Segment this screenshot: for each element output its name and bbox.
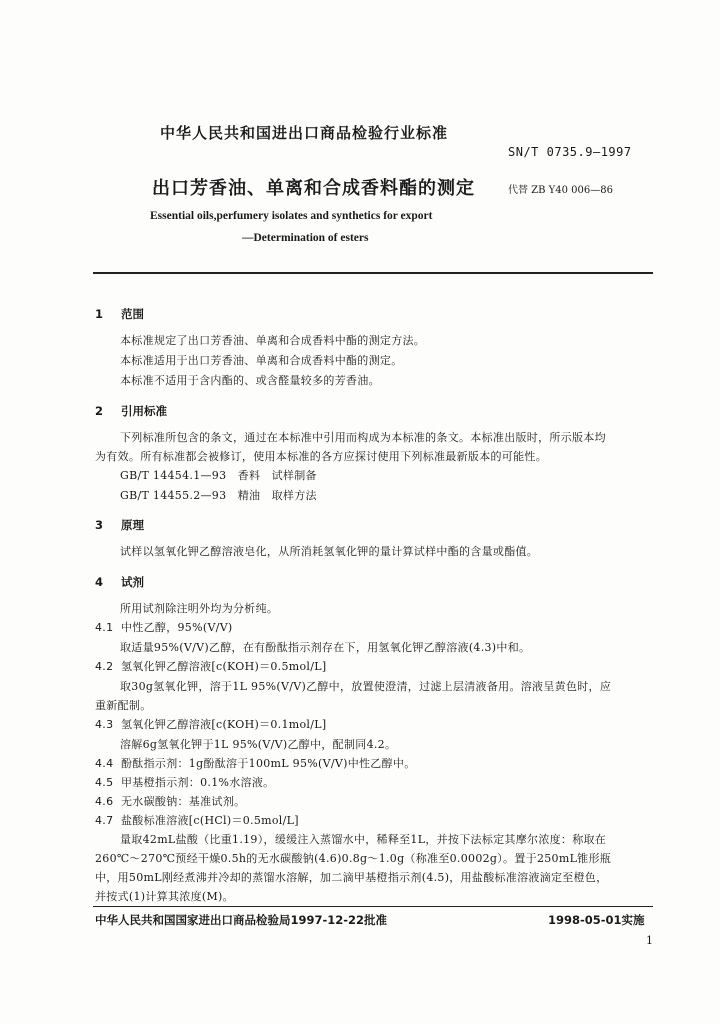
- reference-gb-14455: GB/T 14455.2—93 精油 取样方法: [120, 489, 317, 502]
- section-1-heading: [95, 306, 144, 322]
- standard-number: SN/T 0735.9—1997: [508, 145, 632, 159]
- document-title-cn: 出口芳香油、单离和合成香料酯的测定: [152, 178, 475, 199]
- reagent-text: 中性乙醇，95%(V/V): [121, 621, 233, 634]
- section-2-title: 引用标准: [121, 404, 167, 418]
- page-number: 1: [646, 934, 653, 947]
- reagent-text: 氢氧化钾乙醇溶液[c(KOH)＝0.1mol/L]: [121, 718, 327, 731]
- reagent-item: [95, 755, 416, 771]
- reagent-number: 4.5: [95, 776, 114, 789]
- reagent-text: 甲基橙指示剂：0.1%水溶液。: [121, 776, 275, 789]
- section-2-number: 2: [95, 404, 104, 418]
- approval-line: 中华人民共和国国家进出口商品检验局1997-12-22批准: [95, 913, 388, 927]
- reagent-text: 氢氧化钾乙醇溶液[c(KOH)＝0.5mol/L]: [121, 660, 327, 673]
- reagent-detail: 取适量95%(V/V)乙醇，在有酚酞指示剂存在下，用氢氧化钾乙醇溶液(4.3)中和。: [120, 641, 531, 654]
- reagent-number: 4.3: [95, 718, 114, 731]
- issuing-agency: 中华人民共和国进出口商品检验行业标准: [160, 124, 449, 142]
- section-4-intro: 所用试剂除注明外均为分析纯。: [120, 602, 279, 615]
- document-title-en-line2: —Determination of esters: [242, 232, 369, 244]
- reagent-detail: 中，用50mL刚经煮沸并冷却的蒸馏水溶解，加二滴甲基橙指示剂(4.5)，用盐酸标准溶液滴定至橙色，: [95, 871, 608, 884]
- reagent-number: 4.1: [95, 621, 114, 634]
- reagent-detail: 溶解6g氢氧化钾于1L 95%(V/V)乙醇中，配制同4.2。: [120, 738, 397, 751]
- reagent-text: 无水碳酸钠：基准试剂。: [121, 795, 246, 808]
- section-4-title: 试剂: [121, 575, 144, 589]
- effective-date: 1998-05-01实施: [548, 913, 645, 927]
- section-1-line: 本标准规定了出口芳香油、单离和合成香料中酯的测定方法。: [120, 334, 426, 347]
- reagent-detail: 并按式(1)计算其浓度(M)。: [95, 890, 234, 903]
- replaces-note: 代替 ZB Y40 006—86: [508, 185, 613, 196]
- reagent-detail: 260℃～270℃预经干燥0.5h的无水碳酸钠(4.6)0.8g～1.0g（称准至0.0002g）。置于250mL锥形瓶: [95, 852, 612, 865]
- section-2-line: 下列标准所包含的条文，通过在本标准中引用而构成为本标准的条文。本标准出版时，所示版本均: [120, 431, 606, 444]
- reagent-number: 4.6: [95, 795, 114, 808]
- reagent-item: [95, 793, 245, 809]
- reagent-detail: 取30g氢氧化钾，溶于1L 95%(V/V)乙醇中，放置使澄清，过滤上层清液备用。溶液呈黄色时，应: [120, 680, 612, 693]
- reagent-item: [95, 812, 299, 828]
- section-3-line: 试样以氢氧化钾乙醇溶液皂化，从所消耗氢氧化钾的量计算试样中酯的含量或酯值。: [120, 545, 539, 558]
- reagent-text: 盐酸标准溶液[c(HCl)＝0.5mol/L]: [121, 814, 299, 827]
- reagent-text: 酚酞指示剂：1g酚酞溶于100mL 95%(V/V)中性乙醇中。: [121, 757, 416, 770]
- section-3-heading: [95, 517, 144, 533]
- reagent-detail: 重新配制。: [95, 699, 152, 712]
- section-4-number: 4: [95, 575, 104, 589]
- footer-rule: [93, 906, 653, 907]
- section-3-number: 3: [95, 518, 104, 532]
- reagent-item: [95, 619, 233, 635]
- section-4-heading: [95, 574, 144, 590]
- reagent-item: [95, 658, 326, 674]
- reagent-number: 4.4: [95, 757, 114, 770]
- header-rule: [93, 272, 653, 274]
- section-1-line: 本标准适用于出口芳香油、单离和合成香料中酯的测定。: [120, 354, 403, 367]
- section-1-line: 本标准不适用于含内酯的、或含醛量较多的芳香油。: [120, 374, 380, 387]
- section-1-title: 范围: [121, 307, 144, 321]
- reference-gb-14454: GB/T 14454.1—93 香料 试样制备: [120, 469, 317, 482]
- reagent-item: [95, 774, 274, 790]
- reagent-number: 4.7: [95, 814, 114, 827]
- document-title-en-line1: Essential oils,perfumery isolates and synthetics for export: [150, 210, 433, 222]
- section-1-number: 1: [95, 307, 104, 321]
- section-3-title: 原理: [121, 518, 144, 532]
- reagent-number: 4.2: [95, 660, 114, 673]
- section-2-line: 为有效。所有标准都会被修订，使用本标准的各方应探讨使用下列标准最新版本的可能性。: [95, 450, 547, 463]
- reagent-item: [95, 716, 326, 732]
- section-2-heading: [95, 403, 167, 419]
- reagent-detail: 量取42mL盐酸（比重1.19），缓缓注入蒸馏水中，稀释至1L，并按下法标定其摩尔浓度：称取在: [120, 833, 607, 846]
